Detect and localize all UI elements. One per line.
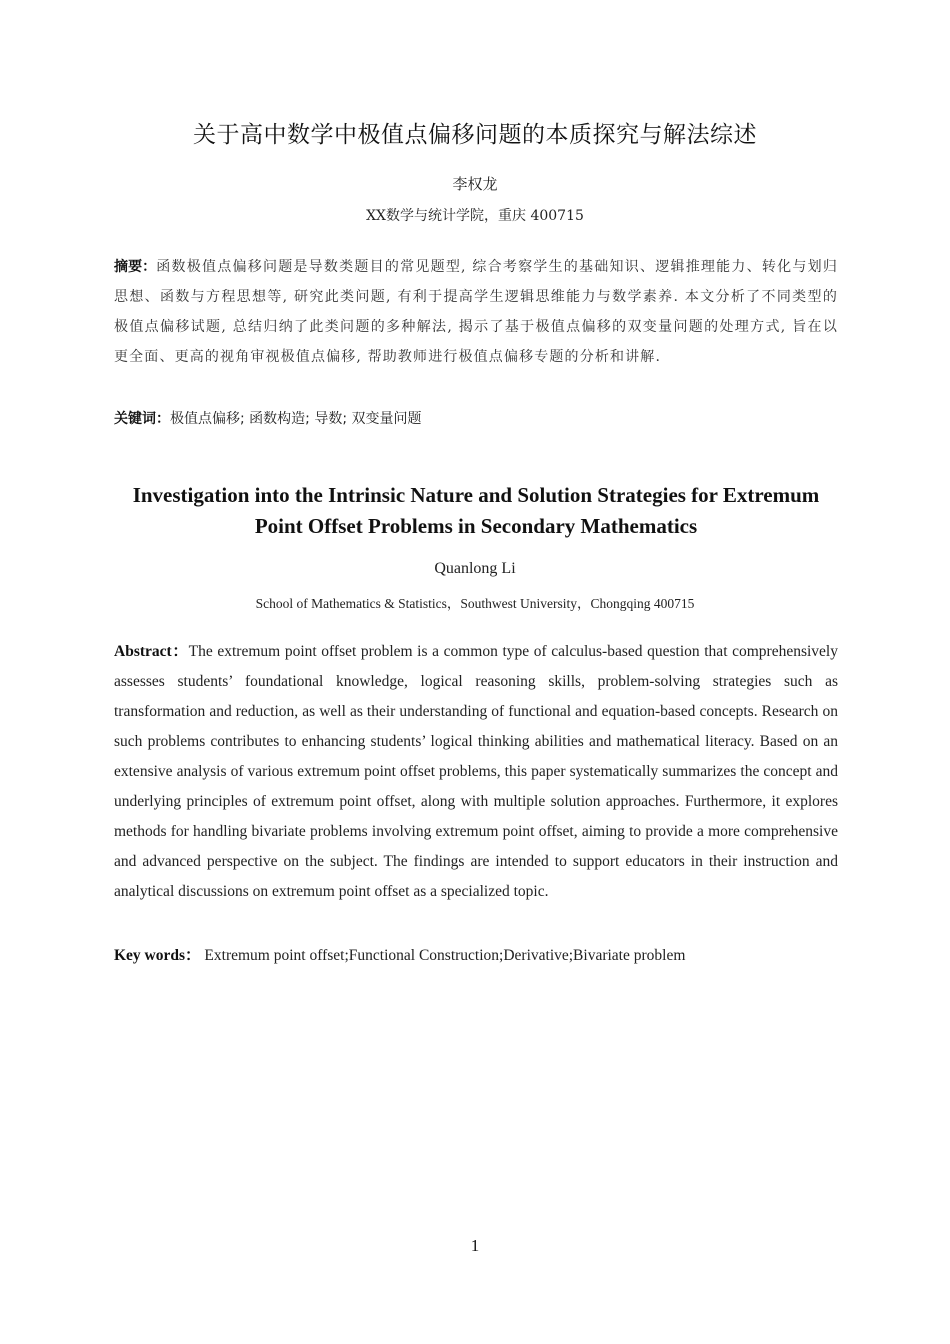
english-author: Quanlong Li bbox=[434, 560, 516, 577]
english-abstract bbox=[114, 637, 838, 907]
chinese-abstract-label: 摘要： bbox=[114, 259, 157, 275]
english-title: Investigation into the Intrinsic Nature and Solution Strategies for Extremum Point Offset Problems in Secondary Mathematics bbox=[132, 483, 820, 538]
english-affiliation: School of Mathematics & Statistics，Southwest University，Chongqing 400715 bbox=[255, 596, 695, 611]
english-abstract-text: The extremum point offset problem is a common type of calculus-based question that comprehensively assesses students’ foundational knowledge, logical reasoning skills, problem-solving strategies such as transformation and reduction, as well as their understanding of functional and equation-based concepts. Research on such problems contributes to enhancing students’ logical thinking abilities and mathematical literacy. Based on an extensive analysis of various extremum point offset problems, this paper systematically summarizes the concept and underlying principles of extremum point offset, along with multiple solution approaches. Furthermore, it explores methods for handling bivariate problems involving extremum point offset, aiming to provide a more comprehensive and advanced perspective on the subject. The findings are intended to support educators in their instruction and analytical discussions on extremum point offset as a specialized topic. bbox=[114, 643, 838, 900]
chinese-author: 李权龙 bbox=[452, 175, 498, 193]
english-keywords-label: Key words： bbox=[114, 947, 201, 964]
english-keywords bbox=[114, 942, 838, 970]
page-number: 1 bbox=[470, 1236, 480, 1255]
english-abstract-label: Abstract： bbox=[114, 643, 189, 660]
chinese-keywords bbox=[114, 405, 838, 433]
chinese-affiliation: XX数学与统计学院，重庆 400715 bbox=[366, 208, 584, 224]
chinese-abstract bbox=[114, 252, 838, 372]
chinese-title: 关于高中数学中极值点偏移问题的本质探究与解法综述 bbox=[193, 122, 757, 148]
chinese-abstract-text: 函数极值点偏移问题是导数类题目的常见题型, 综合考察学生的基础知识、逻辑推理能力、转化与划归思想、函数与方程思想等, 研究此类问题, 有利于提高学生逻辑思维能力与数学素养. 本文分析了不同类型的极值点偏移试题, 总结归纳了此类问题的多种解法, 揭示了基于极值点偏移的双变量问题的处理方式, 旨在以更全面、更高的视角审视极值点偏移, 帮助教师进行极值点偏移专题的分析和讲解. bbox=[114, 259, 838, 365]
chinese-keywords-label: 关键词： bbox=[114, 411, 170, 427]
english-keywords-text: Extremum point offset;Functional Construction;Derivative;Bivariate problem bbox=[204, 947, 686, 964]
chinese-keywords-text: 极值点偏移; 函数构造; 导数; 双变量问题 bbox=[170, 411, 422, 427]
